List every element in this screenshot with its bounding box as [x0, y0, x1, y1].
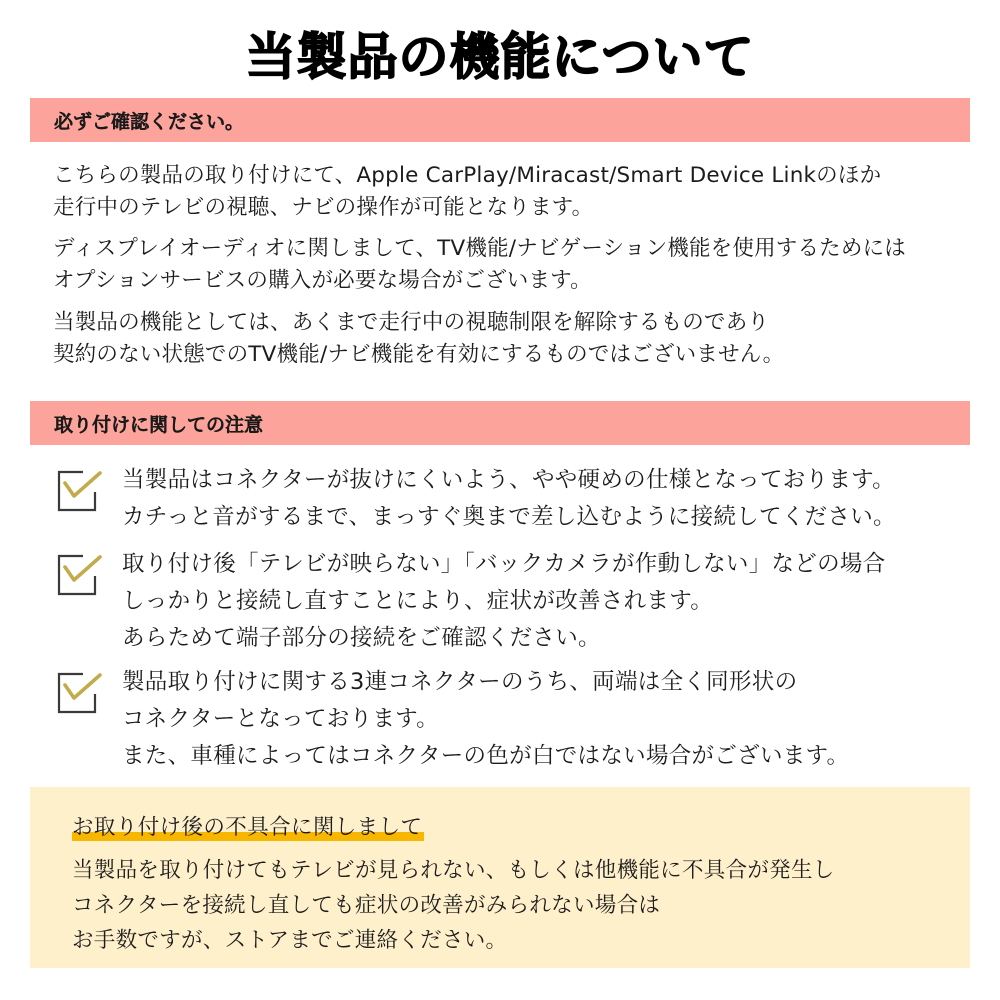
caution-line: しっかりと接続し直すことにより、症状が改善されます。	[122, 588, 714, 614]
confirm-paragraph-2	[53, 233, 973, 297]
caution-line: コネクターとなっております。	[122, 706, 439, 732]
checkbox-checked-icon	[57, 470, 103, 514]
section-header-confirm-label: 必ずご確認ください。	[54, 110, 245, 133]
paragraph-line: オプションサービスの購入が必要な場合がございます。	[53, 268, 592, 293]
confirm-paragraph-3	[53, 307, 973, 371]
paragraph-line: 走行中のテレビの視聴、ナビの操作が可能となります。	[53, 195, 594, 220]
checkbox-checked-icon	[57, 672, 103, 716]
checkbox-checked-icon	[57, 554, 103, 598]
section-header-confirm	[30, 98, 970, 142]
notice-heading: お取り付け後の不具合に関しまして	[72, 813, 424, 843]
notice-line: 当製品を取り付けてもテレビが見られない、もしくは他機能に不具合が発生し	[72, 858, 835, 883]
page-title: 当製品の機能について	[245, 28, 755, 86]
caution-line: 当製品はコネクターが抜けにくいよう、やや硬めの仕様となっております。	[122, 467, 895, 493]
caution-line: カチっと音がするまで、まっすぐ奥まで差し込むように接続してください。	[122, 504, 896, 530]
caution-line: あらためて端子部分の接続をご確認ください。	[122, 625, 601, 651]
paragraph-line: 契約のない状態でのTV機能/ナビ機能を有効にするものではございません。	[53, 342, 785, 367]
notice-body	[72, 853, 962, 958]
section-header-caution-label: 取り付けに関しての注意	[54, 413, 264, 436]
caution-line: 取り付け後「テレビが映らない」「バックカメラが作動しない」などの場合	[122, 551, 886, 577]
trouble-notice-box	[30, 787, 970, 968]
notice-line: お手数ですが、ストアまでご連絡ください。	[72, 928, 508, 953]
paragraph-line: ディスプレイオーディオに関しまして、TV機能/ナビゲーション機能を使用するためには	[53, 236, 906, 261]
caution-line: 製品取り付けに関する3連コネクターのうち、両端は全く同形状の	[122, 669, 798, 695]
paragraph-line: こちらの製品の取り付けにて、Apple CarPlay/Miracast/Smart Device Linkのほか	[53, 163, 882, 188]
paragraph-line: 当製品の機能としては、あくまで走行中の視聴制限を解除するものであり	[53, 310, 770, 335]
section-header-caution	[30, 401, 970, 445]
caution-line: また、車種によってはコネクターの色が白ではない場合がございます。	[122, 743, 850, 769]
notice-line: コネクターを接続し直しても症状の改善がみられない場合は	[72, 893, 661, 918]
confirm-paragraph-1	[53, 160, 973, 224]
